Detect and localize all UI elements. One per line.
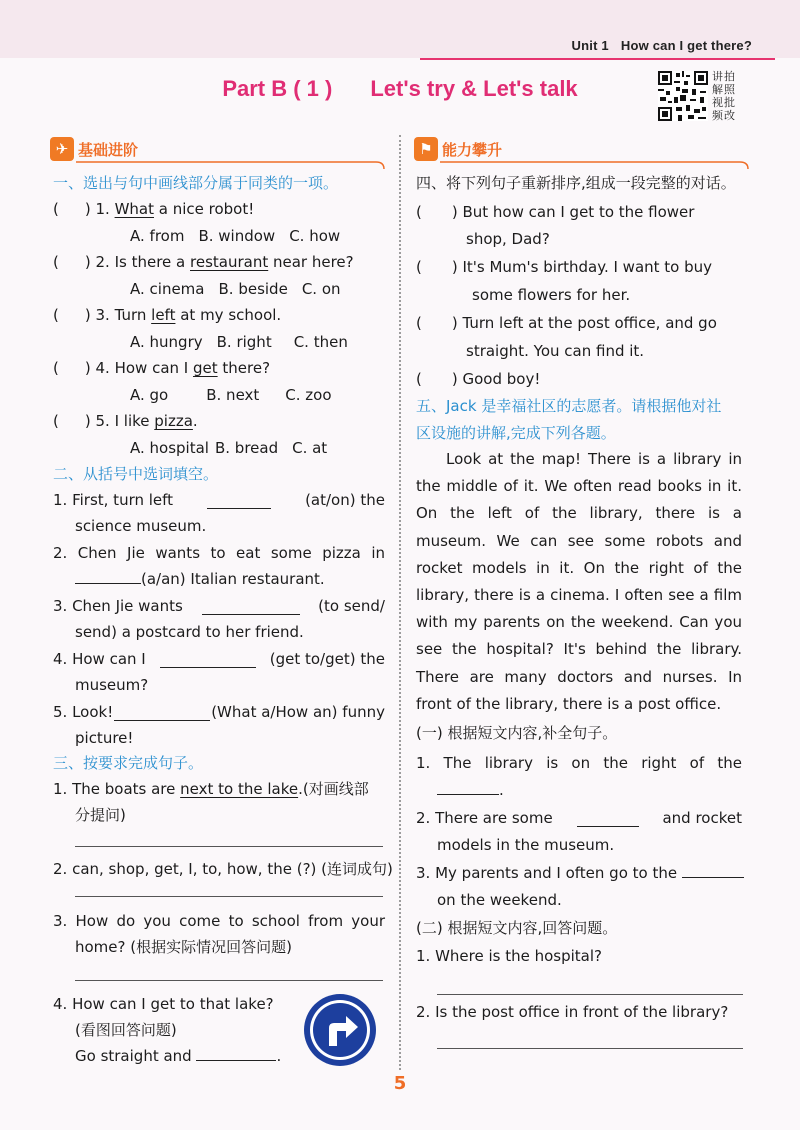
s3-q4-answer — [75, 1043, 281, 1070]
qr-caption-line: 讲拍 — [712, 70, 736, 83]
right-section-badge — [414, 137, 502, 161]
s3-q1-cont: 分提问) — [75, 806, 126, 824]
left-badge-underline — [76, 160, 386, 170]
s2-q2-cont — [75, 566, 325, 593]
option-c[interactable]: C. on — [301, 280, 341, 298]
s4-l3-cont: straight. You can find it. — [466, 342, 645, 360]
q-text: 3. Chen Jie wants — [53, 597, 183, 615]
q-text: ) It's Mum's birthday. I want to buy — [451, 258, 713, 276]
unit-header — [572, 38, 752, 53]
q-text: ) Good boy! — [451, 370, 541, 388]
s5-a3-cont: on the weekend. — [437, 891, 562, 909]
q-text: (at/on) the — [305, 491, 385, 509]
s5-sub1: (一) 根据短文内容,补全句子。 — [416, 724, 618, 742]
s5-a2-cont: models in the museum. — [437, 836, 615, 854]
q-text: . — [499, 781, 504, 799]
s2-q3-cont: send) a postcard to her friend. — [75, 623, 304, 641]
qr-code-icon[interactable] — [658, 71, 708, 121]
s1-q3: ( ) 3. Turn left at my school. — [53, 306, 282, 324]
q-text: . — [276, 1047, 282, 1065]
q-text: Is there a — [114, 253, 190, 271]
qr-caption — [712, 70, 746, 122]
s5-a3 — [416, 860, 744, 887]
option-c[interactable]: C. zoo — [285, 386, 332, 404]
q-number: ) 4. — [84, 359, 110, 377]
section-5-heading: 五、Jack 是幸福社区的志愿者。请根据他对社 — [416, 397, 722, 415]
s5-a1: 1. The library is on the right of the — [416, 754, 742, 772]
s2-q1-cont: science museum. — [75, 517, 207, 535]
lesson-activities: Let's try & Let's talk — [370, 76, 578, 101]
s1-q2-options — [130, 276, 341, 303]
s3-q3: 3. How do you come to school from your — [53, 912, 385, 930]
answer-blank[interactable] — [207, 493, 271, 509]
unit-title: How can I get there? — [620, 38, 752, 53]
q-text: there? — [217, 359, 271, 377]
answer-blank[interactable] — [577, 811, 639, 827]
q-text: .(对画线部 — [298, 780, 369, 798]
q-text: I like — [114, 412, 155, 430]
s1-q5-options — [130, 435, 327, 462]
answer-line[interactable] — [75, 896, 383, 897]
underlined-word: What — [114, 200, 154, 218]
s3-q4: 4. How can I get to that lake? — [53, 995, 274, 1013]
left-badge-label: 基础进阶 — [78, 140, 139, 159]
q-text: (What a/How an) funny — [211, 703, 385, 721]
answer-blank[interactable] — [196, 1045, 276, 1061]
answer-blank[interactable] — [202, 599, 300, 615]
right-badge-label: 能力攀升 — [442, 140, 503, 159]
reading-passage — [416, 446, 742, 718]
rocket-icon: ✈ — [50, 137, 74, 161]
section-1-heading: 一、选出与句中画线部分属于同类的一项。 — [53, 174, 339, 192]
s2-q5-cont: picture! — [75, 729, 134, 747]
option-a[interactable]: A. go — [130, 386, 169, 404]
s4-l3: ( ) Turn left at the post office, and go — [416, 314, 717, 332]
qr-caption-line: 解照 — [712, 83, 736, 96]
answer-blank[interactable] — [160, 652, 256, 668]
section-5-heading-cont: 区设施的讲解,完成下列各题。 — [416, 424, 616, 442]
option-b[interactable]: B. next — [206, 386, 260, 404]
q-text: . — [192, 412, 198, 430]
underlined-word: left — [151, 306, 176, 324]
s2-q4-cont: museum? — [75, 676, 149, 694]
answer-line[interactable] — [75, 980, 383, 981]
q-text: 1. First, turn left — [53, 491, 174, 509]
underlined-word: get — [192, 359, 218, 377]
answer-line[interactable] — [437, 994, 743, 995]
qr-caption-line: 频改 — [712, 109, 736, 122]
q-text: Turn — [114, 306, 152, 324]
q-number: ) 1. — [84, 200, 110, 218]
q-text: and rocket — [662, 809, 742, 827]
s1-q3-options — [130, 329, 348, 356]
q-text: ) Turn left at the post office, and go — [451, 314, 717, 332]
s1-q1: ( ) 1. What a nice robot! — [53, 200, 255, 218]
s3-q1 — [53, 776, 369, 803]
s5-b1: 1. Where is the hospital? — [416, 947, 603, 965]
q-text: (get to/get) the — [269, 650, 385, 668]
q-text: How can I — [114, 359, 193, 377]
option-a[interactable]: A. cinema — [130, 280, 205, 298]
answer-blank[interactable] — [75, 568, 141, 584]
s2-q2: 2. Chen Jie wants to eat some pizza in — [53, 544, 385, 562]
s4-l1: ( ) But how can I get to the flower — [416, 203, 695, 221]
s2-q5 — [53, 699, 385, 726]
s1-q4: ( ) 4. How can I get there? — [53, 359, 271, 377]
q-text: at my school. — [175, 306, 282, 324]
q-text: 3. My parents and I often go to the — [416, 864, 678, 882]
q-text: (to send/ — [318, 597, 385, 615]
section-4-heading: 四、将下列句子重新排序,组成一段完整的对话。 — [416, 174, 736, 192]
option-c[interactable]: C. then — [293, 333, 348, 351]
s5-a2 — [416, 805, 742, 832]
header-rule — [420, 58, 775, 60]
option-c[interactable]: C. at — [292, 439, 328, 457]
s3-q2: 2. can, shop, get, I, to, how, the (?) (连词成句) — [53, 860, 393, 878]
column-divider — [399, 135, 401, 1070]
option-b[interactable]: B. right — [216, 333, 272, 351]
s2-q1 — [53, 487, 385, 514]
section-2-heading: 二、从括号中选词填空。 — [53, 465, 219, 483]
left-section-badge — [50, 137, 138, 161]
option-a[interactable]: A. hospital — [130, 439, 209, 457]
q-number: ) 5. — [84, 412, 110, 430]
s4-l2: ( ) It's Mum's birthday. I want to buy — [416, 258, 713, 276]
answer-blank[interactable] — [114, 705, 210, 721]
s4-l2-cont: some flowers for her. — [472, 286, 631, 304]
underlined-phrase: next to the lake — [180, 780, 299, 798]
underlined-word: restaurant — [190, 253, 269, 271]
q-text: 4. How can I — [53, 650, 146, 668]
option-c[interactable]: C. how — [289, 227, 341, 245]
s3-q4-note: (看图回答问题) — [75, 1021, 177, 1039]
q-text: 1. The boats are — [53, 780, 181, 798]
q-number: ) 3. — [84, 306, 110, 324]
s4-l1-cont: shop, Dad? — [466, 230, 550, 248]
q-text: Go straight and — [75, 1047, 192, 1065]
answer-blank[interactable] — [437, 779, 499, 795]
s1-q2: ( ) 2. Is there a restaurant near here? — [53, 253, 354, 271]
s5-a1-cont — [437, 777, 504, 804]
option-a[interactable]: A. hungry — [130, 333, 203, 351]
s5-sub2: (二) 根据短文内容,回答问题。 — [416, 919, 618, 937]
qr-caption-line: 视批 — [712, 96, 736, 109]
underlined-word: pizza — [154, 412, 193, 430]
s1-q4-options — [130, 382, 332, 409]
s1-q5: ( ) 5. I like pizza. — [53, 412, 198, 430]
climb-icon: ⚑ — [414, 137, 438, 161]
unit-label: Unit 1 — [571, 38, 609, 53]
q-text: (a/an) Italian restaurant. — [141, 570, 325, 588]
lesson-part: Part B ( 1 ) — [222, 76, 333, 101]
s2-q4 — [53, 646, 385, 673]
q-text: 2. There are some — [416, 809, 553, 827]
turn-right-sign-icon — [302, 992, 378, 1068]
option-a[interactable]: A. from — [130, 227, 185, 245]
page-number: 5 — [393, 1073, 407, 1094]
option-b[interactable]: B. beside — [218, 280, 288, 298]
s1-q1-options — [130, 223, 340, 250]
answer-line[interactable] — [437, 1048, 743, 1049]
s5-b2: 2. Is the post office in front of the library? — [416, 1003, 729, 1021]
option-b[interactable]: B. bread — [214, 439, 279, 457]
q-text: 5. Look! — [53, 703, 114, 721]
right-badge-underline — [440, 160, 750, 170]
section-3-heading: 三、按要求完成句子。 — [53, 754, 204, 772]
q-text: a nice robot! — [154, 200, 255, 218]
passage-text: Look at the map! There is a library in the middle of it. We often read books in it. On the left of the library, there is a museum. We can see some robots and rocket models in it. On the right of the library, there is a cinema. I often see a film with my parents on the weekend. Can you see the hospital? It's behind the library. There are many doctors and nurses. In front of the library, there is a post office. — [416, 450, 742, 713]
q-text: near here? — [268, 253, 354, 271]
option-b[interactable]: B. window — [198, 227, 276, 245]
q-number: ) 2. — [84, 253, 110, 271]
s4-l4: ( ) Good boy! — [416, 370, 541, 388]
q-text: ) But how can I get to the flower — [451, 203, 695, 221]
s3-q3-cont: home? (根据实际情况回答问题) — [75, 938, 292, 956]
answer-blank[interactable] — [682, 862, 744, 878]
s2-q3 — [53, 593, 385, 620]
answer-line[interactable] — [75, 846, 383, 847]
